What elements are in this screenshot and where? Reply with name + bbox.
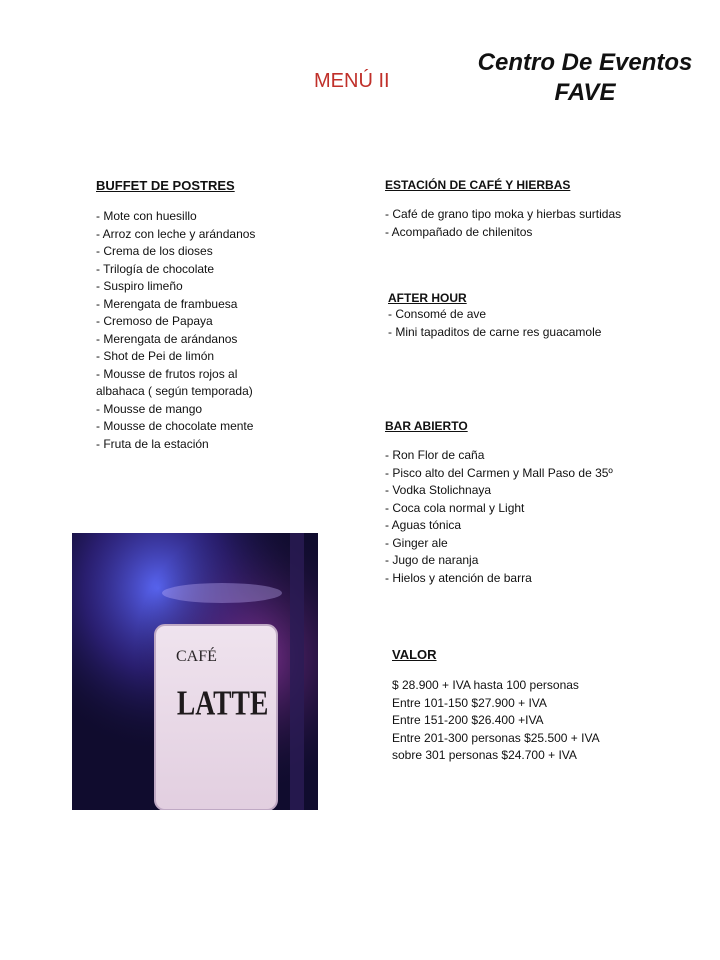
list-item: sobre 301 personas $24.700 + IVA (392, 748, 577, 762)
list-item: - Pisco alto del Carmen y Mall Paso de 35º (385, 465, 613, 480)
list-item: - Crema de los dioses (96, 244, 213, 258)
list-item: - Merengata de frambuesa (96, 296, 238, 311)
list-item: - Jugo de naranja (385, 553, 479, 567)
table-light (162, 583, 282, 603)
list-item: - Mousse de chocolate mente (96, 419, 254, 433)
buffet-section (96, 178, 288, 453)
valor-list (392, 677, 692, 765)
menu-title: MENÚ II (314, 70, 390, 92)
list-item: - Ginger ale (385, 535, 448, 550)
list-item: - Aguas tónica (385, 518, 462, 532)
list-item: - Trilogía de chocolate (96, 261, 215, 276)
list-item: - Mousse de frutos rojos al albahaca ( según temporada) (96, 366, 253, 398)
list-item: - Mousse de mango (96, 401, 203, 416)
list-item: - Acompañado de chilenitos (385, 224, 533, 239)
list-item: - Fruta de la estación (96, 436, 209, 451)
card-text-cafe: CAFÉ (176, 648, 217, 665)
valor-section (392, 647, 692, 765)
afterhour-section (388, 291, 688, 341)
cafe-list (385, 206, 685, 241)
list-item: - Suspiro limeño (96, 279, 183, 293)
list-item: - Mini tapaditos de carne res guacamole (388, 324, 602, 339)
cafe-section (385, 178, 685, 241)
buffet-heading: BUFFET DE POSTRES (96, 178, 235, 193)
list-item: - Vodka Stolichnaya (385, 483, 492, 497)
list-item: - Hielos y atención de barra (385, 570, 532, 585)
list-item: Entre 151-200 $26.400 +IVA (392, 713, 544, 727)
list-item: - Merengata de arándanos (96, 331, 238, 346)
cafe-heading: ESTACIÓN DE CAFÉ Y HIERBAS (385, 178, 571, 192)
afterhour-list (388, 306, 688, 341)
list-item: - Ron Flor de caña (385, 448, 485, 462)
afterhour-heading: AFTER HOUR (388, 291, 467, 305)
cafe-latte-photo (72, 533, 318, 810)
list-item: - Coca cola normal y Light (385, 500, 525, 515)
list-item: - Cremoso de Papaya (96, 314, 213, 328)
buffet-list (96, 208, 288, 453)
list-item: - Shot de Pei de limón (96, 349, 215, 363)
list-item: - Arroz con leche y arándanos (96, 226, 256, 241)
bar-section (385, 419, 685, 587)
bar-list (385, 447, 685, 587)
candle-glass (290, 533, 304, 810)
list-item: - Mote con huesillo (96, 209, 197, 223)
list-item: - Café de grano tipo moka y hierbas surtidas (385, 207, 622, 221)
brand-title (470, 48, 700, 108)
list-item: Entre 201-300 personas $25.500 + IVA (392, 730, 600, 745)
brand-line-2: FAVE (554, 79, 616, 106)
bar-heading: BAR ABIERTO (385, 419, 468, 433)
list-item: Entre 101-150 $27.900 + IVA (392, 695, 547, 710)
brand-line-1: Centro De Eventos (477, 49, 693, 76)
list-item: - Consomé de ave (388, 307, 487, 321)
list-item: $ 28.900 + IVA hasta 100 personas (392, 678, 579, 692)
card-text-latte: LATTE (176, 683, 269, 723)
valor-heading: VALOR (392, 647, 437, 662)
